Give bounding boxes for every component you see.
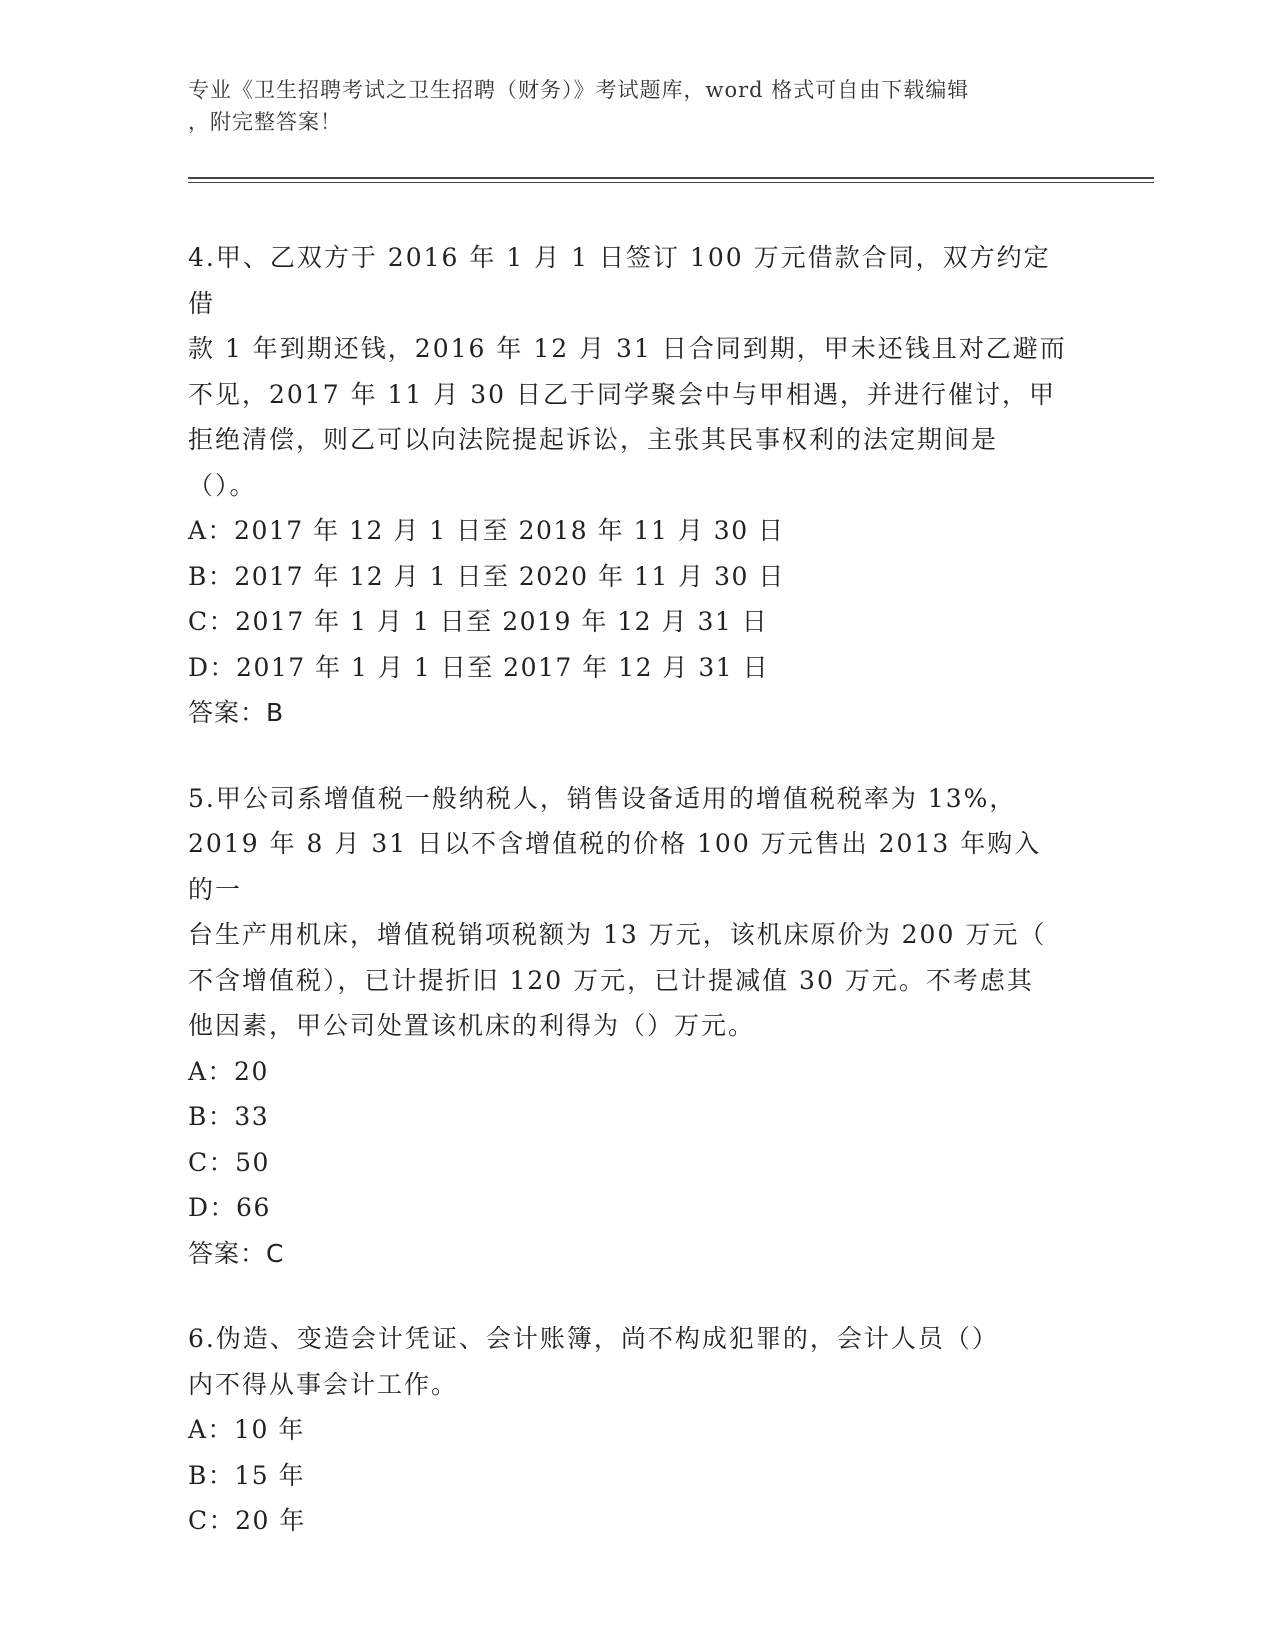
answer-line: 答案：C [188, 1238, 285, 1268]
stem-line: 不见，2017 年 11 月 30 日乙于同学聚会中与甲相遇，并进行催讨，甲 [188, 379, 1056, 409]
question-list [188, 235, 1088, 1584]
stem-line: 不含增值税），已计提折旧 120 万元，已计提减值 30 万元。不考虑其 [188, 965, 1034, 995]
stem-line: 款 1 年到期还钱，2016 年 12 月 31 日合同到期，甲未还钱且对乙避而 [188, 334, 1067, 363]
question-stem [188, 776, 1068, 1049]
header-rule-thick [188, 177, 1154, 179]
header-line-2: ，附完整答案！ [188, 110, 342, 134]
stem-line: 他因素，甲公司处置该机床的利得为（）万元。 [188, 1011, 756, 1040]
question-stem [188, 235, 1068, 508]
header-line-1: 专业《卫生招聘考试之卫生招聘（财务）》考试题库，word 格式可自由下载编辑 [188, 78, 970, 102]
option-d: D：66 [188, 1193, 271, 1222]
option-a: A：10 年 [188, 1415, 305, 1444]
option-c: C：50 [188, 1147, 270, 1177]
option-d: D：2017 年 1 月 1 日至 2017 年 12 月 31 日 [188, 652, 770, 682]
stem-line: 台生产用机床，增值税销项税额为 13 万元，该机床原价为 200 万元（ [188, 920, 1047, 949]
option-b: B：33 [188, 1102, 270, 1131]
stem-line: 2019 年 8 月 31 日以不含增值税的价格 100 万元售出 2013 年购入的一 [188, 829, 1042, 904]
stem-line: 6.伪造、变造会计凭证、会计账簿，尚不构成犯罪的，会计人员（） [188, 1324, 999, 1353]
option-b: B：15 年 [188, 1460, 306, 1490]
stem-line: 拒绝清偿，则乙可以向法院提起诉讼，主张其民事权利的法定期间是 [188, 425, 999, 454]
question-5 [188, 776, 1088, 1277]
stem-line: （）。 [188, 470, 257, 500]
option-c: C：20 年 [188, 1506, 306, 1535]
option-c: C：2017 年 1 月 1 日至 2019 年 12 月 31 日 [188, 607, 769, 636]
option-a: A：2017 年 12 月 1 日至 2018 年 11 月 30 日 [188, 516, 785, 545]
stem-line: 4.甲、乙双方于 2016 年 1 月 1 日签订 100 万元借款合同，双方约定借 [188, 243, 1051, 318]
document-header [188, 74, 1068, 138]
question-6 [188, 1316, 1088, 1544]
header-rule-thin [188, 182, 1154, 183]
question-stem [188, 1316, 1068, 1407]
option-a: A：20 [188, 1056, 269, 1086]
stem-line: 内不得从事会计工作。 [188, 1369, 459, 1399]
option-b: B：2017 年 12 月 1 日至 2020 年 11 月 30 日 [188, 561, 785, 591]
stem-line: 5.甲公司系增值税一般纳税人，销售设备适用的增值税税率为 13%， [188, 783, 1017, 813]
question-4 [188, 235, 1088, 736]
answer-line: 答案：B [188, 698, 285, 727]
